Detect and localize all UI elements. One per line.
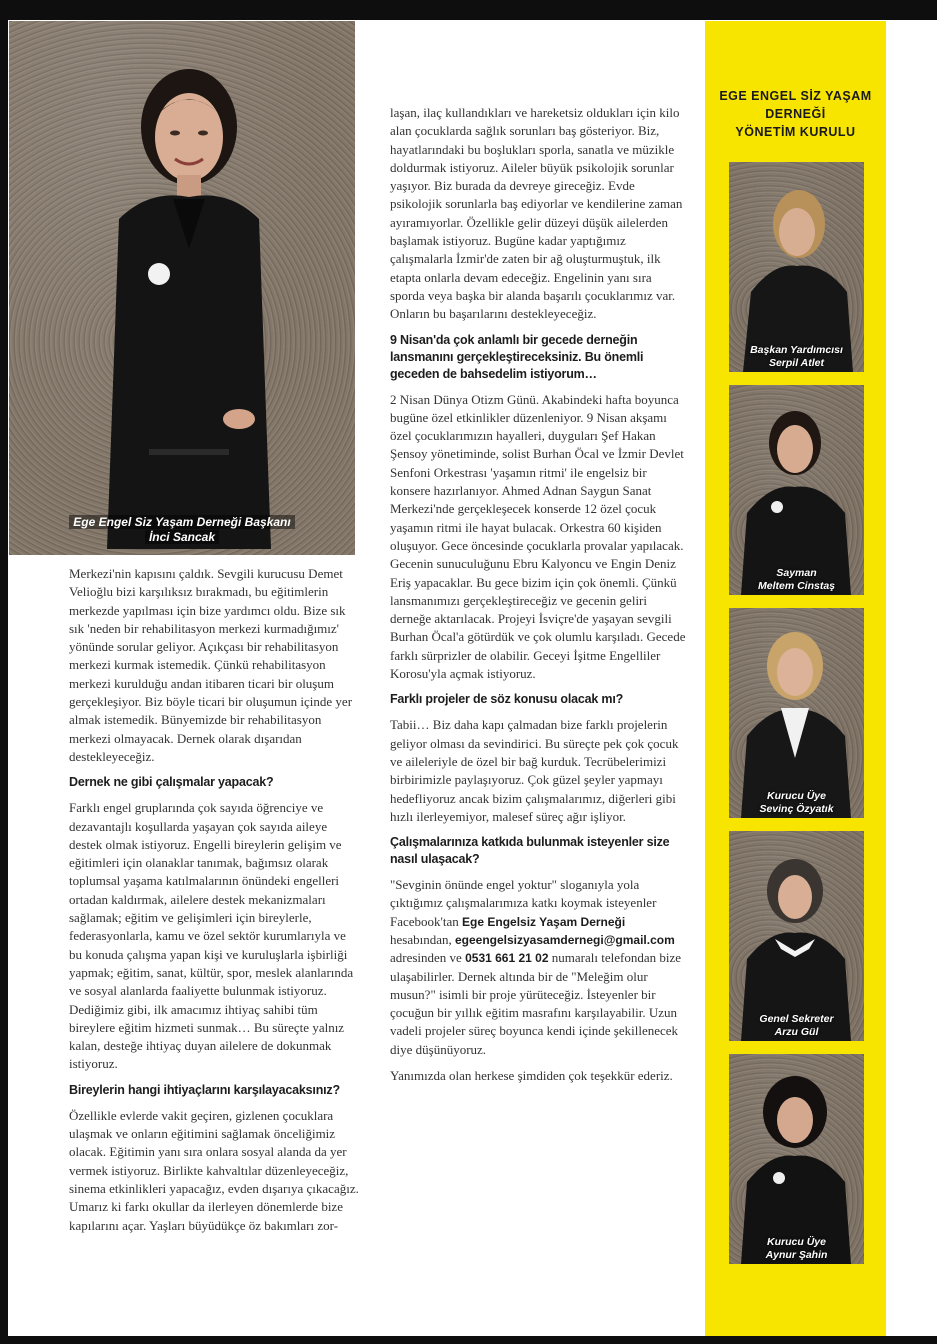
bottom-frame-bar (0, 1336, 937, 1344)
question-heading-1: Dernek ne gibi çalışmalar yapacak? (69, 775, 274, 790)
board-member-card (729, 608, 864, 818)
contact-intro: "Sevginin önünde engel yoktur" sloganıyla yola çıktığımız çalışmalarımıza katkı koymak isteyenler Facebook'tan (390, 877, 657, 929)
president-photo-caption (9, 515, 355, 545)
middle-paragraph-5: Yanımızda olan herkese şimdiden çok teşekkür ederiz. (390, 1068, 673, 1084)
member-caption (729, 1236, 864, 1262)
left-frame-bar (0, 0, 8, 1344)
member-photo (729, 385, 864, 595)
right-page-margin (886, 21, 937, 1336)
board-member-card (729, 1054, 864, 1264)
middle-paragraph-2: 2 Nisan Dünya Otizm Günü. Akabindeki hafta boyunca bugüne özel etkinlikler düzenleniyor. 9 Nisan akşamı özel çocuklarımızın hayalleri, duyguları Şef Hakan Şensoy yönetiminde, solist Burhan Öcal ve İzmir Devlet Senfoni Orkestrası 'yaşamın ritmi' ile engelsiz bir konsere hazırlanıyor. Ahmed Adnan Saygun Sanat Merkezi'nde gerçekleşecek konserde 12 özel çocuk yaşamın ritmi ile hayat bulacak. Orkestra 60 kişiden oluşuyor. Gece öncesinde çocuklarla provalar yapılacak. Gecenin sunuculuğunu Ebru Kalyoncu ve Engin Deniz Eriş yapacaklar. Bu gece bizim için çok önemli. Çünkü lansmanımızı gerçekleştireceğiz ve gecenin geliri derneğe aktarılacak. Projeyi İsviçre'de yaşayan sevgili Burhan Öcal'a götürdük ve çok olumlu karşıladı. Gecede farklı sürprizler de olabilir. Geceyi İşitme Engelliler Korosu'yla açmak istiyoruz. (390, 391, 686, 682)
member-caption (729, 790, 864, 816)
left-paragraph-2: Farklı engel gruplarında çok sayıda öğrenciye ve dezavantajlı koşullarda yaşayan çok sayıda aileye destek olmak istiyoruz. Engelli bireylerin gelişim ve eğitimleri için olanaklar tanımak, bağımsız olarak toplumsal yaşama katılmalarının önündeki engelleri ortadan kaldırmak, ailelere destek mekanizmaları sağlamak; eğitim ve gelişimleri için bireylerle, federasyonlarla, kamu ve özel sektör kurumlarıyla ve bu konuda çalışma yapan kişi ve kuruluşlarla işbirliği yapmak; eğitim, sanat, kültür, spor, meslek alanlarında ve sosyal alanlarda faaliyette bulunmak istiyoruz. Dediğimiz gibi, ilk amacımız ihtiyaç sahibi tüm bireylere eğitim hizmeti sunmak… Bu süreçte yalnız kalan, desteğe ihtiyaç duyan ailelere de dokunmak istiyoruz. (69, 800, 354, 1072)
member-figure-illustration (729, 385, 864, 595)
board-member-card (729, 385, 864, 595)
president-figure-illustration (89, 49, 289, 549)
sidebar-title-line-1: EGE ENGEL SİZ YAŞAM (719, 89, 872, 103)
member-figure-illustration (729, 162, 864, 372)
member-name: Meltem Cinstaş (757, 580, 836, 592)
facebook-page-name[interactable]: Ege Engelsiz Yaşam Derneği (462, 914, 626, 929)
member-role: Sayman (776, 567, 817, 579)
board-sidebar (705, 21, 886, 1336)
question-heading-5: Çalışmalarınıza katkıda bulunmak isteyenler size nasıl ulaşacak? (390, 835, 670, 867)
middle-text-column (390, 104, 686, 1093)
member-caption (729, 1013, 864, 1039)
sidebar-title (705, 87, 886, 141)
member-role: Kurucu Üye (767, 1236, 826, 1248)
member-role: Başkan Yardımcısı (750, 344, 843, 356)
board-member-card (729, 162, 864, 372)
question-heading-3: 9 Nisan'da çok anlamlı bir gecede derneğin lansmanını gerçekleştireceksiniz. Bu önemli geceden de bahsedelim istiyorum… (390, 332, 644, 381)
member-photo (729, 608, 864, 818)
member-figure-illustration (729, 608, 864, 818)
question-heading-4: Farklı projeler de söz konusu olacak mı? (390, 692, 624, 707)
member-figure-illustration (729, 831, 864, 1041)
member-name: Sevinç Özyatık (759, 803, 834, 815)
middle-paragraph-3: Tabii… Biz daha kapı çalmadan bize farklı projelerin geliyor olması da sevindirici. Bu süreçte pek çok çocuk ve aileleriyle de özel bir bağ kurduk. Tecrübelerimizi birbirimizle paylaşıyoruz. Çok güzel şeyler yapmayı hedefliyoruz ancak bizim çalışmalarımız, diğerleri gibi hızlı ilerleyemiyor, malesef süreç ağır işliyor. (390, 717, 679, 824)
member-photo (729, 162, 864, 372)
member-photo (729, 831, 864, 1041)
sidebar-title-line-2: DERNEĞİ (765, 107, 826, 121)
left-paragraph-3: Özellikle evlerde vakit geçiren, gizlenen çocuklara ulaşmak ve onların eğitimini sağlamak önceliğimiz olacak. Eğitimin yanı sıra onlara sosyal alanda da yer vermek istiyoruz. Birlikte kahvaltılar düzenleyeceğiz, sinema etkinlikleri yapacağız, evden dışarıya çıkacağız. Umarız ki farkı okullar da ilerleyen dönemlerde bize kapılarını açar. Yaşları büyüdükçe öz bakımları zor- (69, 1107, 359, 1233)
top-frame-bar (0, 0, 937, 20)
contact-text-d: numaralı telefondan bize ulaşabilirler. Dernek altında bir de "Meleğim olur musun?" isimli bir proje yürüteceğiz. İsteyenler bir çocuğun bir yıllık eğitim masrafını karşılayabilir. Uzun vadeli projeler süreç boyunca kendi içinde şekillenecek diye düşünüyoruz. (390, 950, 681, 1057)
member-caption (729, 567, 864, 593)
email-address[interactable]: egeengelsizyasamdernegi@gmail.com (454, 932, 675, 947)
board-member-card (729, 831, 864, 1041)
left-text-column (69, 565, 362, 1243)
member-photo (729, 1054, 864, 1264)
middle-paragraph-4 (390, 876, 686, 1059)
member-name: Aynur Şahin (765, 1249, 828, 1261)
member-caption (729, 344, 864, 370)
president-photo (9, 21, 355, 555)
left-paragraph-1: Merkezi'nin kapısını çaldık. Sevgili kurucusu Demet Velioğlu bizi karşılıksız bırakmadı, bu eğitimlerin merkezde yapılması için bize yardımcı oldu. Bize sık sık 'neden bir rehabilitasyon merkezi kurmadığımız' yönünde sorular geliyor. Açıkçası bir rehabilitasyon merkezi kurmak istemedik. Çünkü rehabilitasyon merkezi kurulduğu andan itibaren ticari bir oluşum gerçekleşiyor. Biz böyle ticari bir oluşumun içinde yer almak istemedik. Bünyemizde bir rehabilitasyon merkezi olmayacak. Dernek olarak dışarıdan destekleyeceğiz. (69, 566, 353, 764)
caption-title: Ege Engel Siz Yaşam Derneği Başkanı (69, 515, 294, 529)
member-role: Kurucu Üye (767, 790, 826, 802)
sidebar-title-line-3: YÖNETİM KURULU (735, 125, 856, 139)
middle-paragraph-1: laşan, ilaç kullandıkları ve hareketsiz oldukları için kilo alan çocuklarda sağlık sorunları baş gösteriyor. Biz, hayatlarındaki bu boşlukları sporla, sanatla ve müzikle doldurmak istiyoruz. Aileler büyük psikolojik sorunlar yaşıyor. Biz burada da devreye gireceğiz. Evde psikolojik sorunlarla baş ediyorlar ve kendilerine zaman ayıramıyorlar. Özellikle gelir düzeyi düşük ailelerden başlamak istiyoruz. Bugüne kadar yaptığımız çalışmalarla İzmir'de zaten bir ağ oluşturmuştuk, ilk etapta onlarla devam edeceğiz. Engelinin yanı sıra sporda veya başka bir alanda başarılı çocuklarımız var. Onların bu başarılarını destekleyeceğiz. (390, 105, 683, 322)
member-figure-illustration (729, 1054, 864, 1264)
member-name: Arzu Gül (774, 1026, 819, 1038)
contact-text-b: hesabından, (390, 931, 455, 947)
member-role: Genel Sekreter (759, 1013, 834, 1025)
caption-name: İnci Sancak (145, 530, 219, 544)
member-name: Serpil Atlet (768, 357, 825, 369)
contact-text-c: adresinden ve (390, 950, 466, 966)
phone-number[interactable]: 0531 661 21 02 (465, 951, 549, 966)
question-heading-2: Bireylerin hangi ihtiyaçlarını karşılayacaksınız? (69, 1082, 340, 1097)
